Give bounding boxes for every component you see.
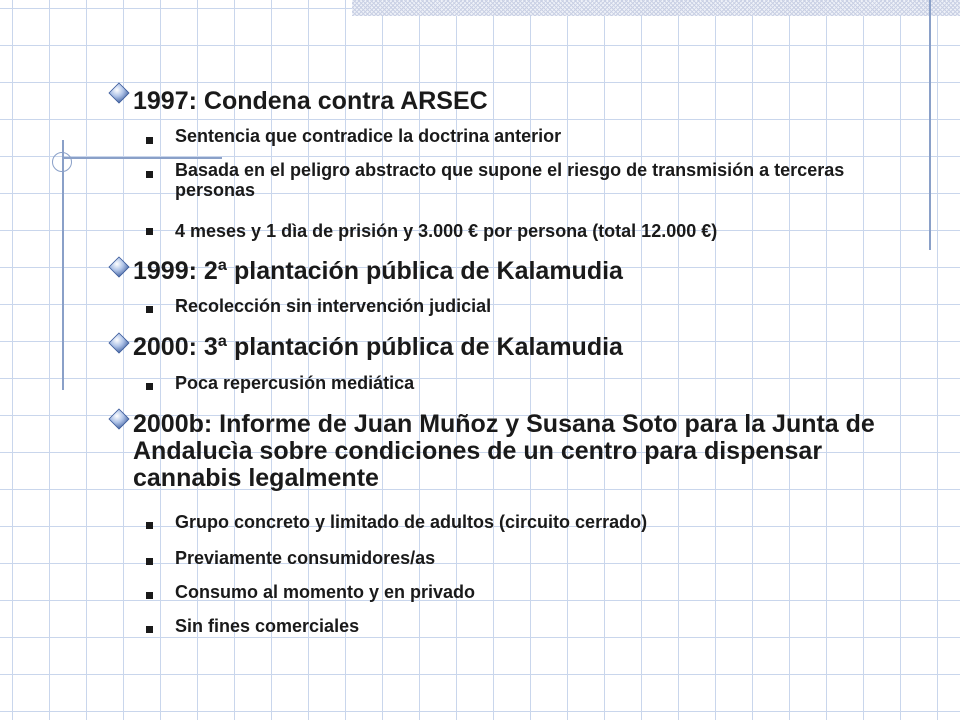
bullet-2000b-3: Consumo al momento y en privado xyxy=(175,582,476,602)
bullet-1997-1: Sentencia que contradice la doctrina anterior xyxy=(175,126,562,146)
square-bullet-icon xyxy=(146,306,153,313)
diamond-bullet-icon xyxy=(108,256,130,278)
bullet-2000b-1: Grupo concreto y limitado de adultos (circuito cerrado) xyxy=(175,512,648,532)
bullet-1999-1: Recolección sin intervención judicial xyxy=(175,296,492,316)
bullet-2000b-4: Sin fines comerciales xyxy=(175,616,360,636)
square-bullet-icon xyxy=(146,626,153,633)
square-bullet-icon xyxy=(146,137,153,144)
bullet-1997-3: 4 meses y 1 dìa de prisión y 3.000 € por persona (total 12.000 €) xyxy=(175,221,718,241)
heading-2000b: 2000b: Informe de Juan Muñoz y Susana Soto para la Junta de Andalucìa sobre condiciones de un centro para dispensar cannabis legalmente xyxy=(133,410,875,492)
square-bullet-icon xyxy=(146,592,153,599)
bullet-2000-1: Poca repercusión mediática xyxy=(175,373,415,393)
diamond-bullet-icon xyxy=(108,332,130,354)
square-bullet-icon xyxy=(146,171,153,178)
heading-1999: 1999: 2ª plantación pública de Kalamudia xyxy=(133,257,623,285)
square-bullet-icon xyxy=(146,228,153,235)
diamond-bullet-icon xyxy=(108,408,130,430)
square-bullet-icon xyxy=(146,558,153,565)
square-bullet-icon xyxy=(146,383,153,390)
square-bullet-icon xyxy=(146,522,153,529)
heading-1997: 1997: Condena contra ARSEC xyxy=(133,87,488,115)
diamond-bullet-icon xyxy=(108,82,130,104)
bullet-2000b-2: Previamente consumidores/as xyxy=(175,548,436,568)
bullet-1997-2: Basada en el peligro abstracto que supone el riesgo de transmisión a terceras personas xyxy=(175,160,845,200)
heading-2000: 2000: 3ª plantación pública de Kalamudia xyxy=(133,333,623,361)
